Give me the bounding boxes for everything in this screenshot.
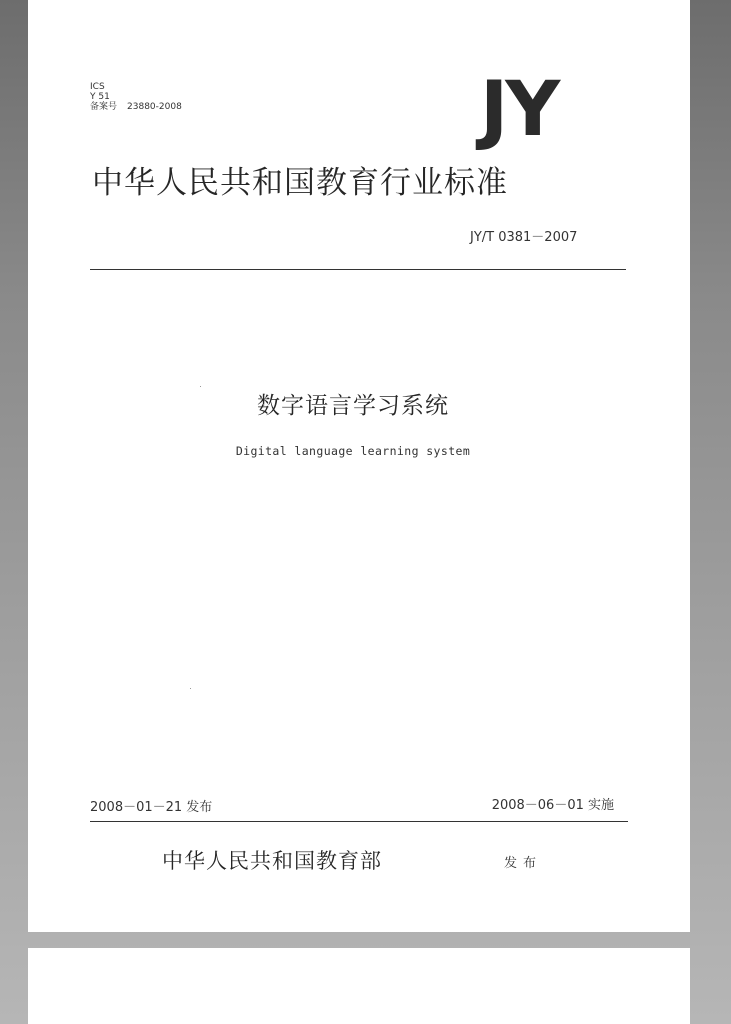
- publish-label: 发布: [504, 856, 543, 871]
- header-divider: [90, 269, 626, 270]
- next-page: [28, 948, 690, 1024]
- scan-speck: [190, 688, 191, 689]
- ics-block: [90, 82, 182, 112]
- record-line: [90, 102, 182, 112]
- record-number: 23880-2008: [127, 102, 182, 112]
- scan-speck: [200, 386, 201, 387]
- classification-code: Y 51: [90, 92, 110, 102]
- standard-title: 中华人民共和国教育行业标准: [92, 165, 508, 201]
- standard-code: JY/T 0381－2007: [470, 230, 578, 245]
- document-page: [28, 0, 690, 932]
- document-title: 数字语言学习系统: [257, 393, 449, 419]
- issue-date: 2008－01－21 发布: [90, 800, 213, 815]
- implementation-date: 2008－06－01 实施: [491, 798, 614, 813]
- document-subtitle: Digital language learning system: [235, 444, 471, 458]
- publisher-name: 中华人民共和国教育部: [162, 849, 382, 873]
- jy-logo: JY: [480, 64, 558, 153]
- record-label: 备案号: [90, 102, 118, 112]
- ics-label: ICS: [90, 82, 105, 92]
- footer-divider: [90, 821, 628, 822]
